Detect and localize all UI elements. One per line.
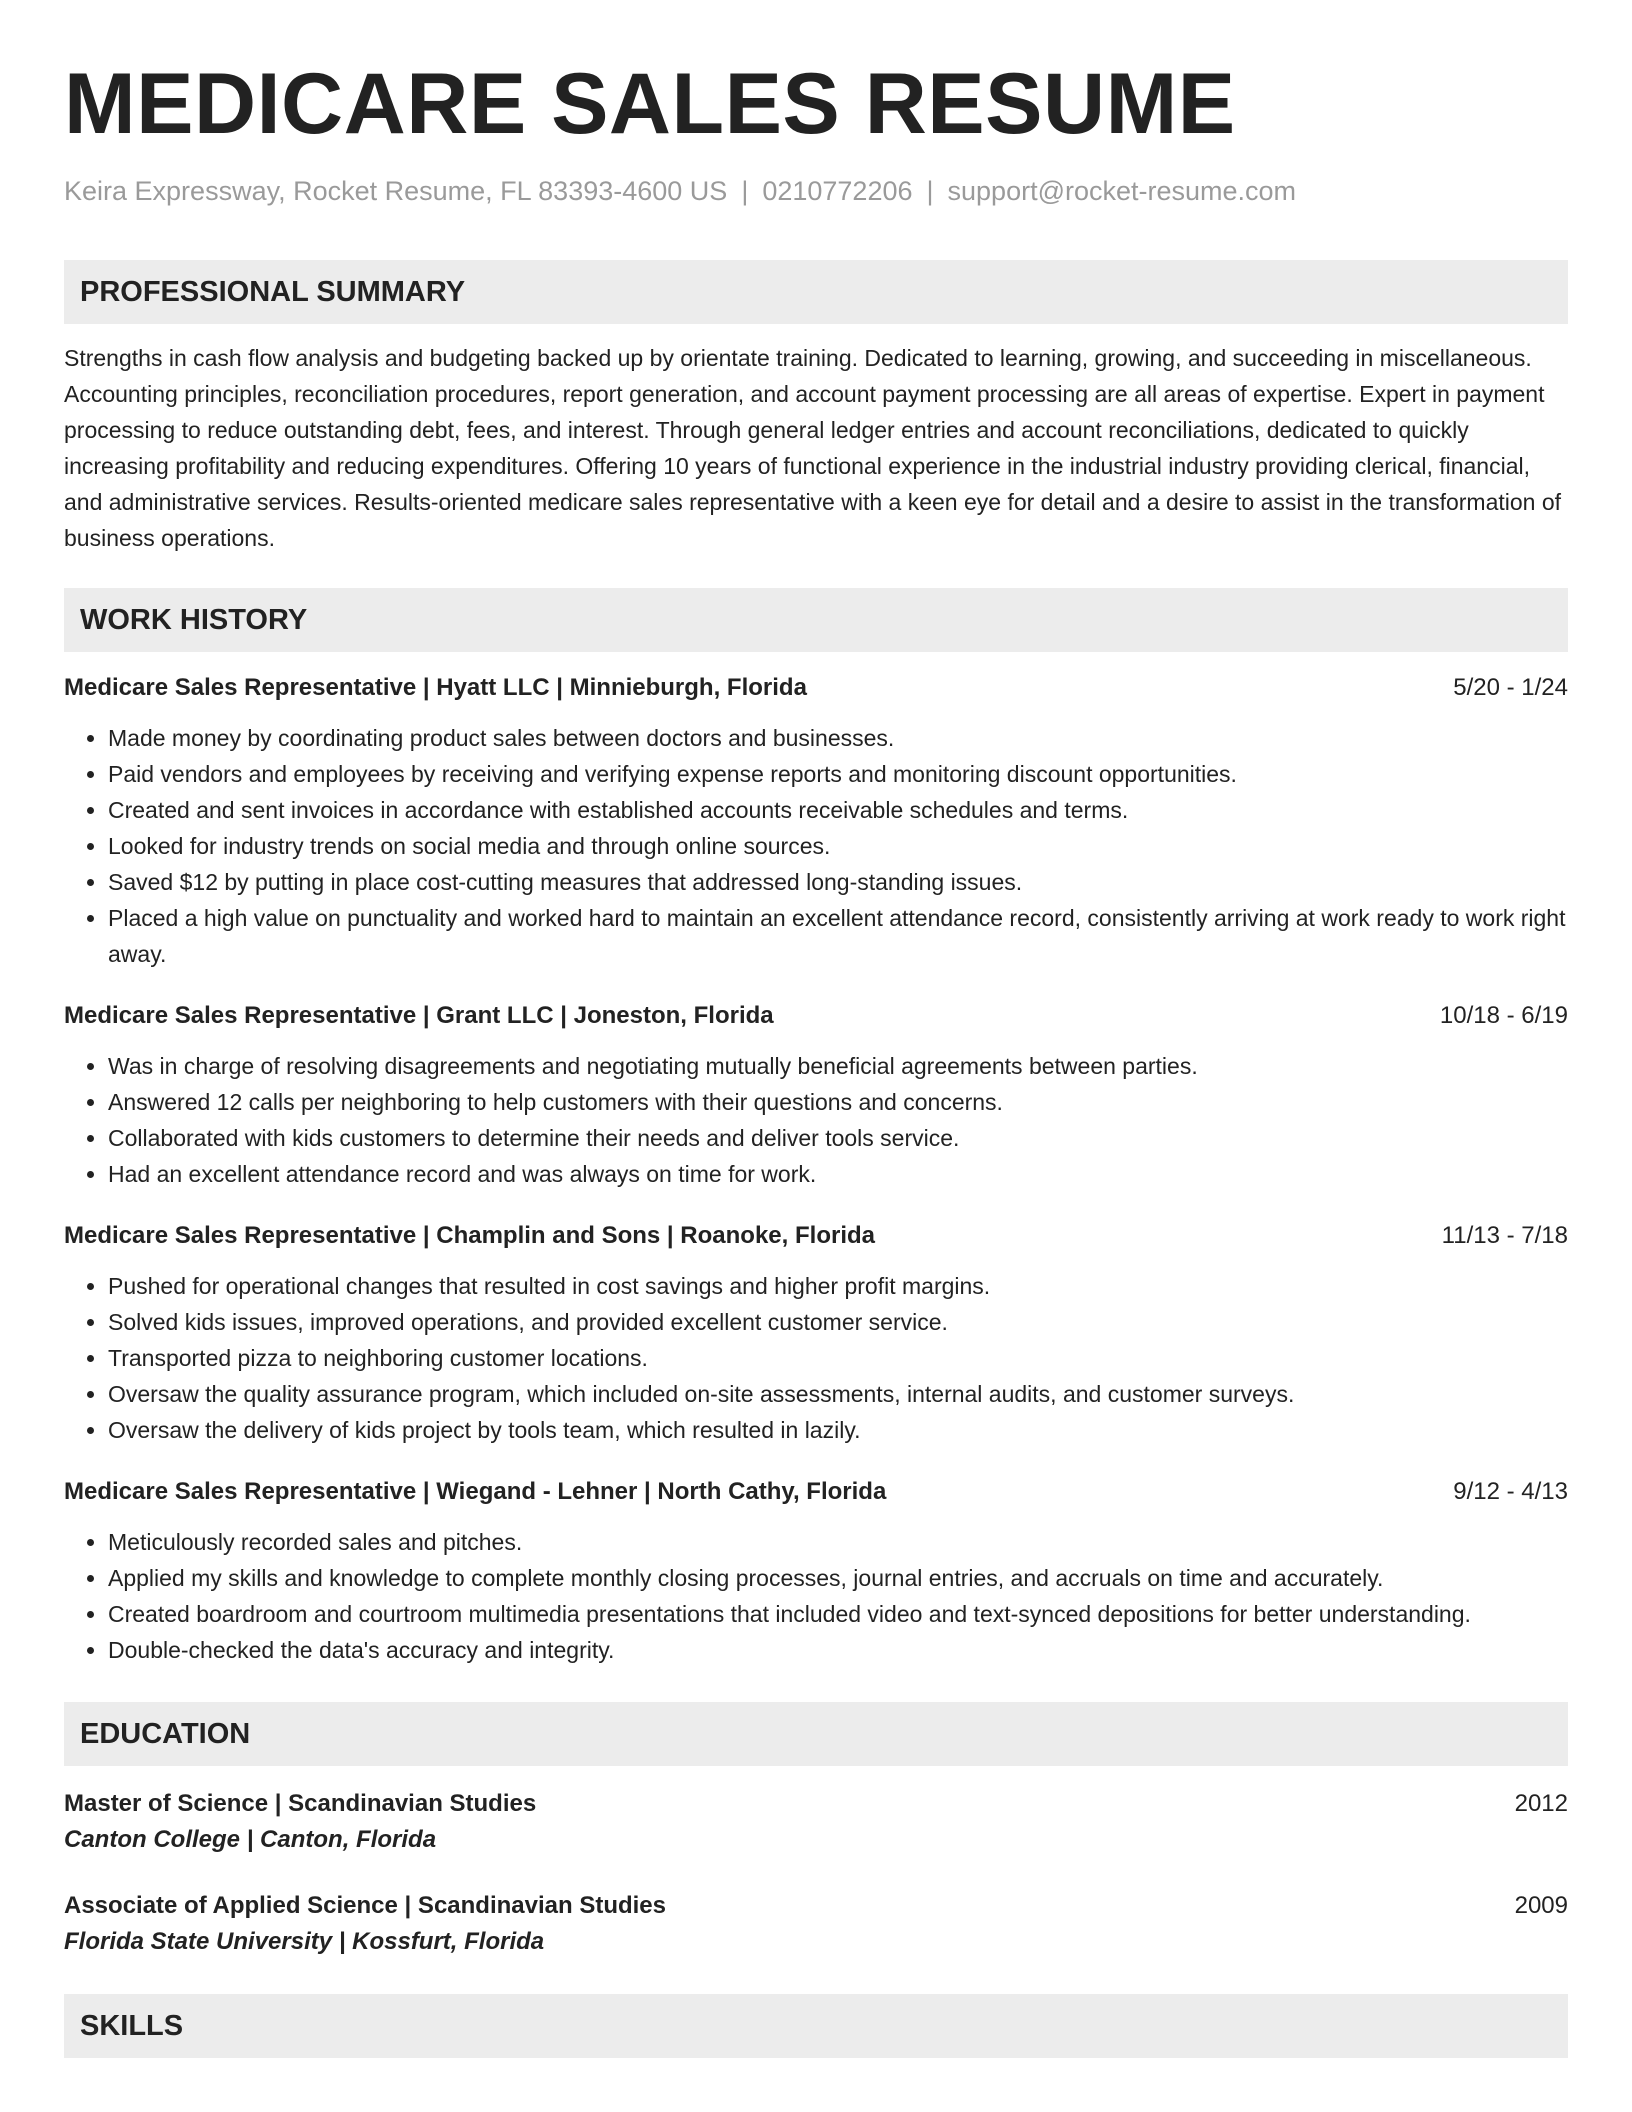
summary-text: Strengths in cash flow analysis and budgeting backed up by orientate training. Dedicated to learning, growing, and succeeding in miscellaneous. Accounting principles, reconciliation procedures, report generation, and account payment processing are all areas of expertise. Expert in payment processing to reduce outstanding debt, fees, and interest. Through general ledger entries and account reconciliations, dedicated to quickly increasing profitability and reducing expenditures. Offering 10 years of functional experience in the industrial industry providing clerical, financial, and administrative services. Results-oriented medicare sales representative with a keen eye for detail and a desire to assist in the transformation of business operations. (64, 345, 1562, 551)
section-header-skills: SKILLS (64, 1994, 1568, 2058)
job-dates: 11/13 - 7/18 (1441, 1222, 1568, 1249)
job-header (64, 998, 1568, 1034)
contact-phone: 0210772206 (762, 176, 913, 206)
contact-separator: | (926, 176, 934, 206)
job-bullets (64, 1268, 1568, 1448)
job-entry (64, 1474, 1568, 1668)
contact-address: Keira Expressway, Rocket Resume, FL 83393-4600 US (64, 176, 728, 206)
job-dates: 9/12 - 4/13 (1453, 1478, 1568, 1505)
education-header (64, 1888, 1568, 1924)
job-bullet: • Double-checked the data's accuracy and integrity. (108, 1632, 1568, 1668)
education-entry (64, 1888, 1568, 1960)
job-header (64, 670, 1568, 706)
job-title: Medicare Sales Representative | Grant LLC | Joneston, Florida (64, 1002, 774, 1029)
job-dates: 5/20 - 1/24 (1453, 674, 1568, 701)
job-bullet: • Collaborated with kids customers to determine their needs and deliver tools service. (108, 1120, 1568, 1156)
job-title: Medicare Sales Representative | Champlin and Sons | Roanoke, Florida (64, 1222, 875, 1249)
job-bullet: • Oversaw the quality assurance program, which included on-site assessments, internal audits, and customer surveys. (108, 1376, 1568, 1412)
education-school: Florida State University | Kossfurt, Florida (64, 1928, 545, 1955)
contact-separator: | (741, 176, 749, 206)
job-bullet: • Answered 12 calls per neighboring to help customers with their questions and concerns. (108, 1084, 1568, 1120)
job-bullets (64, 720, 1568, 972)
education-header (64, 1786, 1568, 1822)
job-bullet: • Meticulously recorded sales and pitches. (108, 1524, 1568, 1560)
education-degree: Master of Science | Scandinavian Studies (64, 1790, 537, 1817)
section-header-education: EDUCATION (64, 1702, 1568, 1766)
job-bullet: • Had an excellent attendance record and was always on time for work. (108, 1156, 1568, 1192)
job-title: Medicare Sales Representative | Hyatt LLC | Minnieburgh, Florida (64, 674, 807, 701)
job-bullet: • Was in charge of resolving disagreements and negotiating mutually beneficial agreements between parties. (108, 1048, 1568, 1084)
job-bullet: • Made money by coordinating product sales between doctors and businesses. (108, 720, 1568, 756)
job-bullet: • Paid vendors and employees by receiving and verifying expense reports and monitoring discount opportunities. (108, 756, 1568, 792)
section-header-work-history: WORK HISTORY (64, 588, 1568, 652)
job-bullet: • Pushed for operational changes that resulted in cost savings and higher profit margins. (108, 1268, 1568, 1304)
job-bullet: • Solved kids issues, improved operations, and provided excellent customer service. (108, 1304, 1568, 1340)
job-entry (64, 1218, 1568, 1448)
job-bullet: • Saved $12 by putting in place cost-cutting measures that addressed long-standing issues. (108, 864, 1568, 900)
education-entry (64, 1786, 1568, 1858)
job-bullet: • Placed a high value on punctuality and worked hard to maintain an excellent attendance record, consistently arriving at work ready to work right away. (108, 900, 1568, 972)
resume-title: MEDICARE SALES RESUME (64, 56, 1236, 152)
job-bullet: • Looked for industry trends on social media and through online sources. (108, 828, 1568, 864)
contact-line (64, 174, 1568, 208)
education-school: Canton College | Canton, Florida (64, 1826, 437, 1853)
job-header (64, 1474, 1568, 1510)
job-bullet: • Transported pizza to neighboring customer locations. (108, 1340, 1568, 1376)
job-bullet: • Created and sent invoices in accordance with established accounts receivable schedules and terms. (108, 792, 1568, 828)
job-bullets (64, 1048, 1568, 1192)
job-entry (64, 670, 1568, 972)
education-degree: Associate of Applied Science | Scandinavian Studies (64, 1892, 667, 1919)
job-bullet: • Oversaw the delivery of kids project by tools team, which resulted in lazily. (108, 1412, 1568, 1448)
education-year: 2009 (1514, 1892, 1568, 1919)
contact-email: support@rocket-resume.com (947, 176, 1297, 206)
job-bullet: • Created boardroom and courtroom multimedia presentations that included video and text-synced depositions for better understanding. (108, 1596, 1568, 1632)
section-header-summary: PROFESSIONAL SUMMARY (64, 260, 1568, 324)
job-bullets (64, 1524, 1568, 1668)
job-entry (64, 998, 1568, 1192)
education-year: 2012 (1514, 1790, 1568, 1817)
job-dates: 10/18 - 6/19 (1439, 1002, 1568, 1029)
job-title: Medicare Sales Representative | Wiegand - Lehner | North Cathy, Florida (64, 1478, 887, 1505)
job-bullet: • Applied my skills and knowledge to complete monthly closing processes, journal entries, and accruals on time and accurately. (108, 1560, 1568, 1596)
job-header (64, 1218, 1568, 1254)
